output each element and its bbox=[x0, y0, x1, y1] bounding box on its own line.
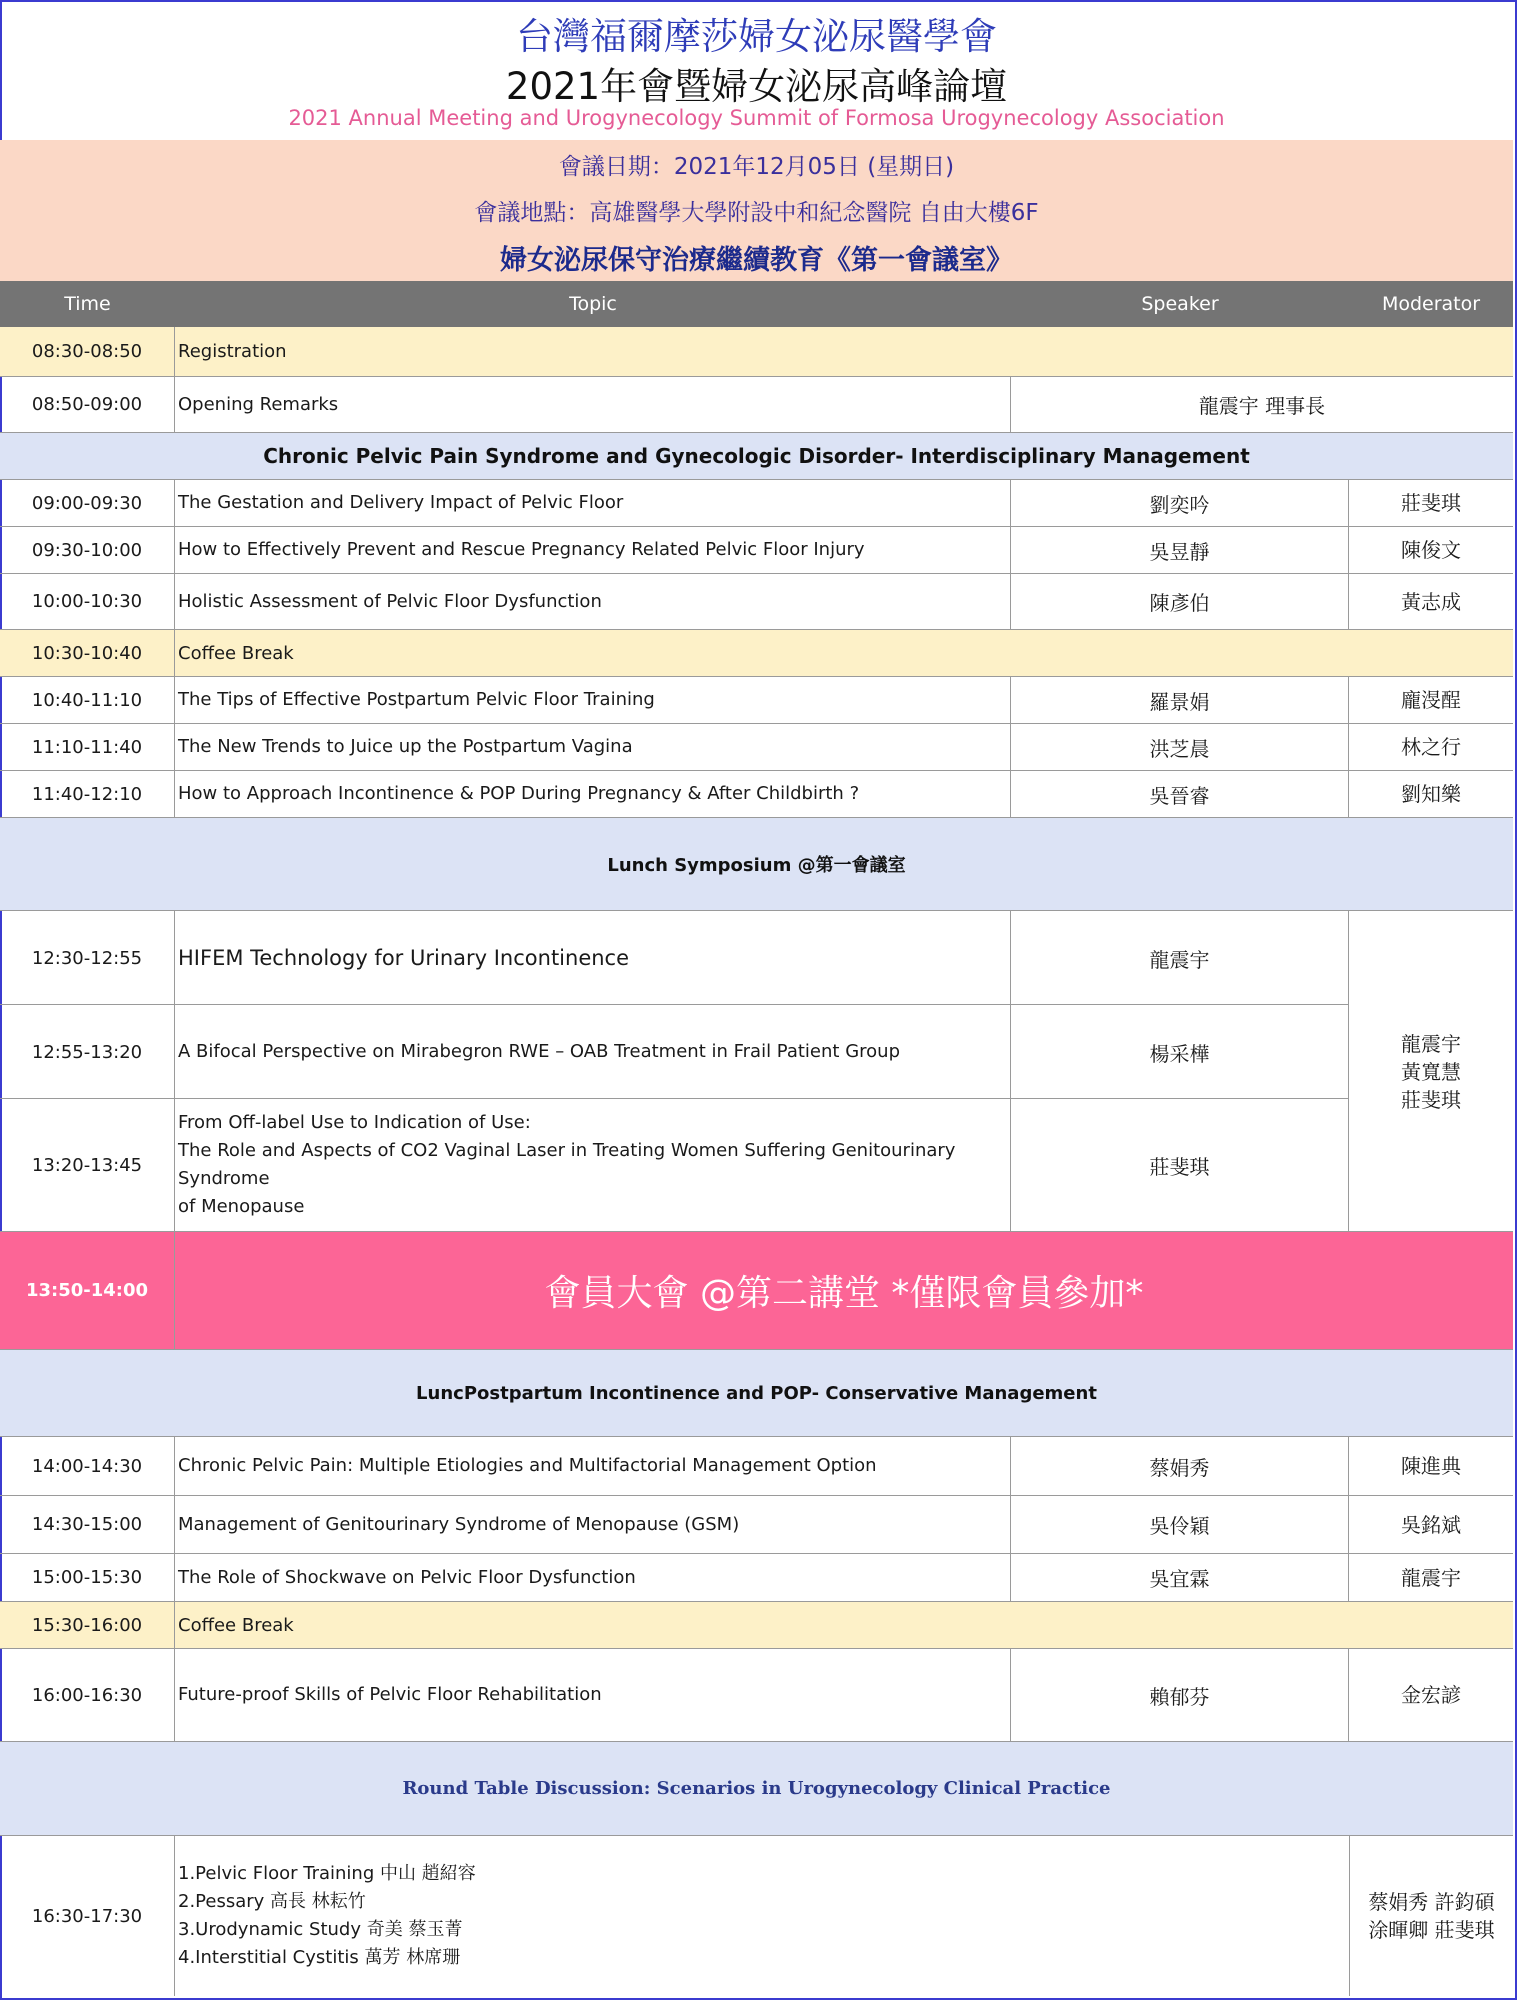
speaker-cell: 洪芝晨 bbox=[1011, 724, 1349, 770]
time-cell: 09:00-09:30 bbox=[0, 480, 175, 526]
time-cell: 13:20-13:45 bbox=[0, 1099, 175, 1231]
section-row bbox=[0, 433, 1513, 480]
moderator-cell: 龐渂酲 bbox=[1401, 688, 1461, 712]
time-cell: 16:30-17:30 bbox=[0, 1836, 175, 1996]
speaker-cell: 羅景娟 bbox=[1011, 677, 1349, 723]
time-cell: 15:30-16:00 bbox=[0, 1602, 175, 1648]
table-row bbox=[0, 1005, 1513, 1099]
moderator-name: 蔡娟秀 許鈞碩 bbox=[1368, 1890, 1495, 1914]
speaker-cell: 龍震宇 理事長 bbox=[1198, 394, 1326, 418]
speaker-cell: 吳昱靜 bbox=[1011, 527, 1349, 573]
topic-cell: Holistic Assessment of Pelvic Floor Dysfunction bbox=[175, 574, 1011, 629]
title-en: 2021 Annual Meeting and Urogynecology Summit of Formosa Urogynecology Association bbox=[288, 106, 1225, 130]
topic-cell: HIFEM Technology for Urinary Incontinence bbox=[175, 911, 1011, 1005]
table-row bbox=[0, 1099, 1513, 1232]
speaker-cell: 楊采樺 bbox=[1011, 1005, 1349, 1099]
moderator-cell bbox=[1349, 1836, 1513, 1996]
moderator-cell: 金宏諺 bbox=[1401, 1683, 1461, 1707]
speaker-cell: 龍震宇 bbox=[1011, 911, 1349, 1005]
speaker-cell: 劉奕吟 bbox=[1011, 480, 1349, 526]
table-row bbox=[0, 911, 1513, 1005]
topic-cell: Coffee Break bbox=[178, 642, 294, 664]
round-table-item: 4.Interstitial Cystitis 萬芳 林席珊 bbox=[178, 1947, 461, 1968]
table-row bbox=[0, 480, 1513, 527]
time-cell: 08:30-08:50 bbox=[0, 327, 175, 376]
table-row bbox=[0, 724, 1513, 771]
topic-cell: The Tips of Effective Postpartum Pelvic Floor Training bbox=[175, 677, 1011, 723]
time-cell: 12:55-13:20 bbox=[0, 1005, 175, 1099]
moderator-cell: 林之行 bbox=[1401, 735, 1461, 759]
table-row bbox=[0, 377, 1513, 433]
time-cell: 13:50-14:00 bbox=[0, 1232, 175, 1349]
table-row bbox=[0, 327, 1513, 377]
time-cell: 10:00-10:30 bbox=[0, 574, 175, 629]
topic-line: The Role and Aspects of CO2 Vaginal Laser in Treating Women Suffering Genitourinary Syndrome bbox=[178, 1140, 956, 1189]
moderator-cell: 陳俊文 bbox=[1401, 538, 1461, 562]
moderator-cell: 劉知樂 bbox=[1401, 782, 1461, 806]
col-speaker: Speaker bbox=[1141, 293, 1219, 315]
round-table-items bbox=[175, 1836, 1349, 1996]
title-year: 2021年會暨婦女泌尿高峰論壇 bbox=[505, 65, 1008, 108]
moderator-cell: 陳進典 bbox=[1401, 1454, 1461, 1478]
time-cell: 14:30-15:00 bbox=[0, 1496, 175, 1553]
speaker-cell: 吳宜霖 bbox=[1011, 1554, 1349, 1601]
topic-cell: The New Trends to Juice up the Postpartum Vagina bbox=[175, 724, 1011, 770]
topic-cell: A Bifocal Perspective on Mirabegron RWE – OAB Treatment in Frail Patient Group bbox=[175, 1005, 1011, 1099]
topic-cell: The Role of Shockwave on Pelvic Floor Dysfunction bbox=[175, 1554, 1011, 1601]
section-title: Lunch Symposium @第一會議室 bbox=[607, 855, 906, 876]
moderator-name: 涂暉卿 莊斐琪 bbox=[1368, 1918, 1495, 1942]
topic-cell: 會員大會 @第二講堂 *僅限會員參加* bbox=[544, 1273, 1144, 1314]
section-title: Round Table Discussion: Scenarios in Urogynecology Clinical Practice bbox=[402, 1778, 1111, 1799]
table-row bbox=[0, 1649, 1513, 1742]
table-row bbox=[0, 1836, 1513, 1996]
topic-line: From Off-label Use to Indication of Use: bbox=[178, 1112, 531, 1133]
moderator-name: 黃寬慧 bbox=[1401, 1059, 1461, 1084]
moderator-cell-merged bbox=[1349, 911, 1513, 1232]
time-cell: 10:30-10:40 bbox=[0, 630, 175, 676]
topic-cell bbox=[175, 1099, 1011, 1231]
table-row bbox=[0, 630, 1513, 677]
table-row bbox=[0, 1602, 1513, 1649]
col-moderator: Moderator bbox=[1381, 293, 1481, 315]
speaker-cell: 陳彥伯 bbox=[1011, 574, 1349, 629]
round-table-item: 3.Urodynamic Study 奇美 蔡玉菁 bbox=[178, 1919, 463, 1940]
col-topic: Topic bbox=[569, 293, 617, 315]
topic-cell: Opening Remarks bbox=[175, 377, 1011, 432]
speaker-cell: 賴郁芬 bbox=[1011, 1649, 1349, 1741]
table-row bbox=[0, 1437, 1513, 1496]
section-title: Chronic Pelvic Pain Syndrome and Gynecologic Disorder- Interdisciplinary Management bbox=[263, 444, 1250, 468]
moderator-name: 莊斐琪 bbox=[1401, 1087, 1461, 1112]
topic-cell: How to Approach Incontinence & POP During Pregnancy & After Childbirth ? bbox=[175, 771, 1011, 817]
meeting-date: 會議日期：2021年12月05日 (星期日) bbox=[558, 154, 955, 180]
table-header bbox=[0, 281, 1513, 327]
meeting-venue: 會議地點：高雄醫學大學附設中和紀念醫院 自由大樓6F bbox=[474, 200, 1039, 226]
moderator-cell: 龍震宇 bbox=[1401, 1565, 1461, 1590]
topic-cell: Registration bbox=[178, 341, 287, 362]
topic-cell: How to Effectively Prevent and Rescue Pregnancy Related Pelvic Floor Injury bbox=[175, 527, 1011, 573]
meeting-room: 婦女泌尿保守治療繼續教育《第一會議室》 bbox=[500, 245, 1013, 276]
topic-cell: Management of Genitourinary Syndrome of Menopause (GSM) bbox=[175, 1496, 1011, 1553]
topic-cell: Coffee Break bbox=[178, 1614, 294, 1636]
topic-cell: Chronic Pelvic Pain: Multiple Etiologies and Multifactorial Management Option bbox=[175, 1437, 1011, 1495]
section-row bbox=[0, 1350, 1513, 1437]
time-cell: 14:00-14:30 bbox=[0, 1437, 175, 1495]
section-title: LuncPostpartum Incontinence and POP- Conservative Management bbox=[416, 1382, 1097, 1404]
time-cell: 15:00-15:30 bbox=[0, 1554, 175, 1601]
moderator-cell: 吳銘斌 bbox=[1401, 1512, 1461, 1537]
moderator-name: 龍震宇 bbox=[1401, 1031, 1461, 1056]
speaker-cell: 莊斐琪 bbox=[1011, 1099, 1349, 1231]
time-cell: 10:40-11:10 bbox=[0, 677, 175, 723]
table-row bbox=[0, 1554, 1513, 1602]
section-row bbox=[0, 818, 1513, 911]
speaker-cell: 蔡娟秀 bbox=[1011, 1437, 1349, 1495]
col-time: Time bbox=[64, 293, 111, 315]
moderator-cell: 莊斐琪 bbox=[1401, 491, 1461, 515]
round-table-item: 1.Pelvic Floor Training 中山 趙紹容 bbox=[178, 1863, 476, 1884]
section-row bbox=[0, 1742, 1513, 1836]
table-row bbox=[0, 574, 1513, 630]
time-cell: 09:30-10:00 bbox=[0, 527, 175, 573]
time-cell: 12:30-12:55 bbox=[0, 911, 175, 1005]
time-cell: 16:00-16:30 bbox=[0, 1649, 175, 1741]
topic-cell: The Gestation and Delivery Impact of Pelvic Floor bbox=[175, 480, 1011, 526]
topic-line: of Menopause bbox=[178, 1196, 305, 1217]
round-table-item: 2.Pessary 高長 林耘竹 bbox=[178, 1891, 366, 1912]
title-zh: 台灣福爾摩莎婦女泌尿醫學會 bbox=[516, 15, 997, 58]
member-assembly-row bbox=[0, 1232, 1513, 1350]
moderator-cell: 黃志成 bbox=[1401, 589, 1461, 614]
table-row bbox=[0, 527, 1513, 574]
table-row bbox=[0, 1496, 1513, 1554]
time-cell: 08:50-09:00 bbox=[0, 377, 175, 432]
table-row bbox=[0, 771, 1513, 818]
time-cell: 11:40-12:10 bbox=[0, 771, 175, 817]
time-cell: 11:10-11:40 bbox=[0, 724, 175, 770]
speaker-cell: 吳伶穎 bbox=[1011, 1496, 1349, 1553]
table-row bbox=[0, 677, 1513, 724]
speaker-cell: 吳晉睿 bbox=[1011, 771, 1349, 817]
topic-cell: Future-proof Skills of Pelvic Floor Rehabilitation bbox=[175, 1649, 1011, 1741]
